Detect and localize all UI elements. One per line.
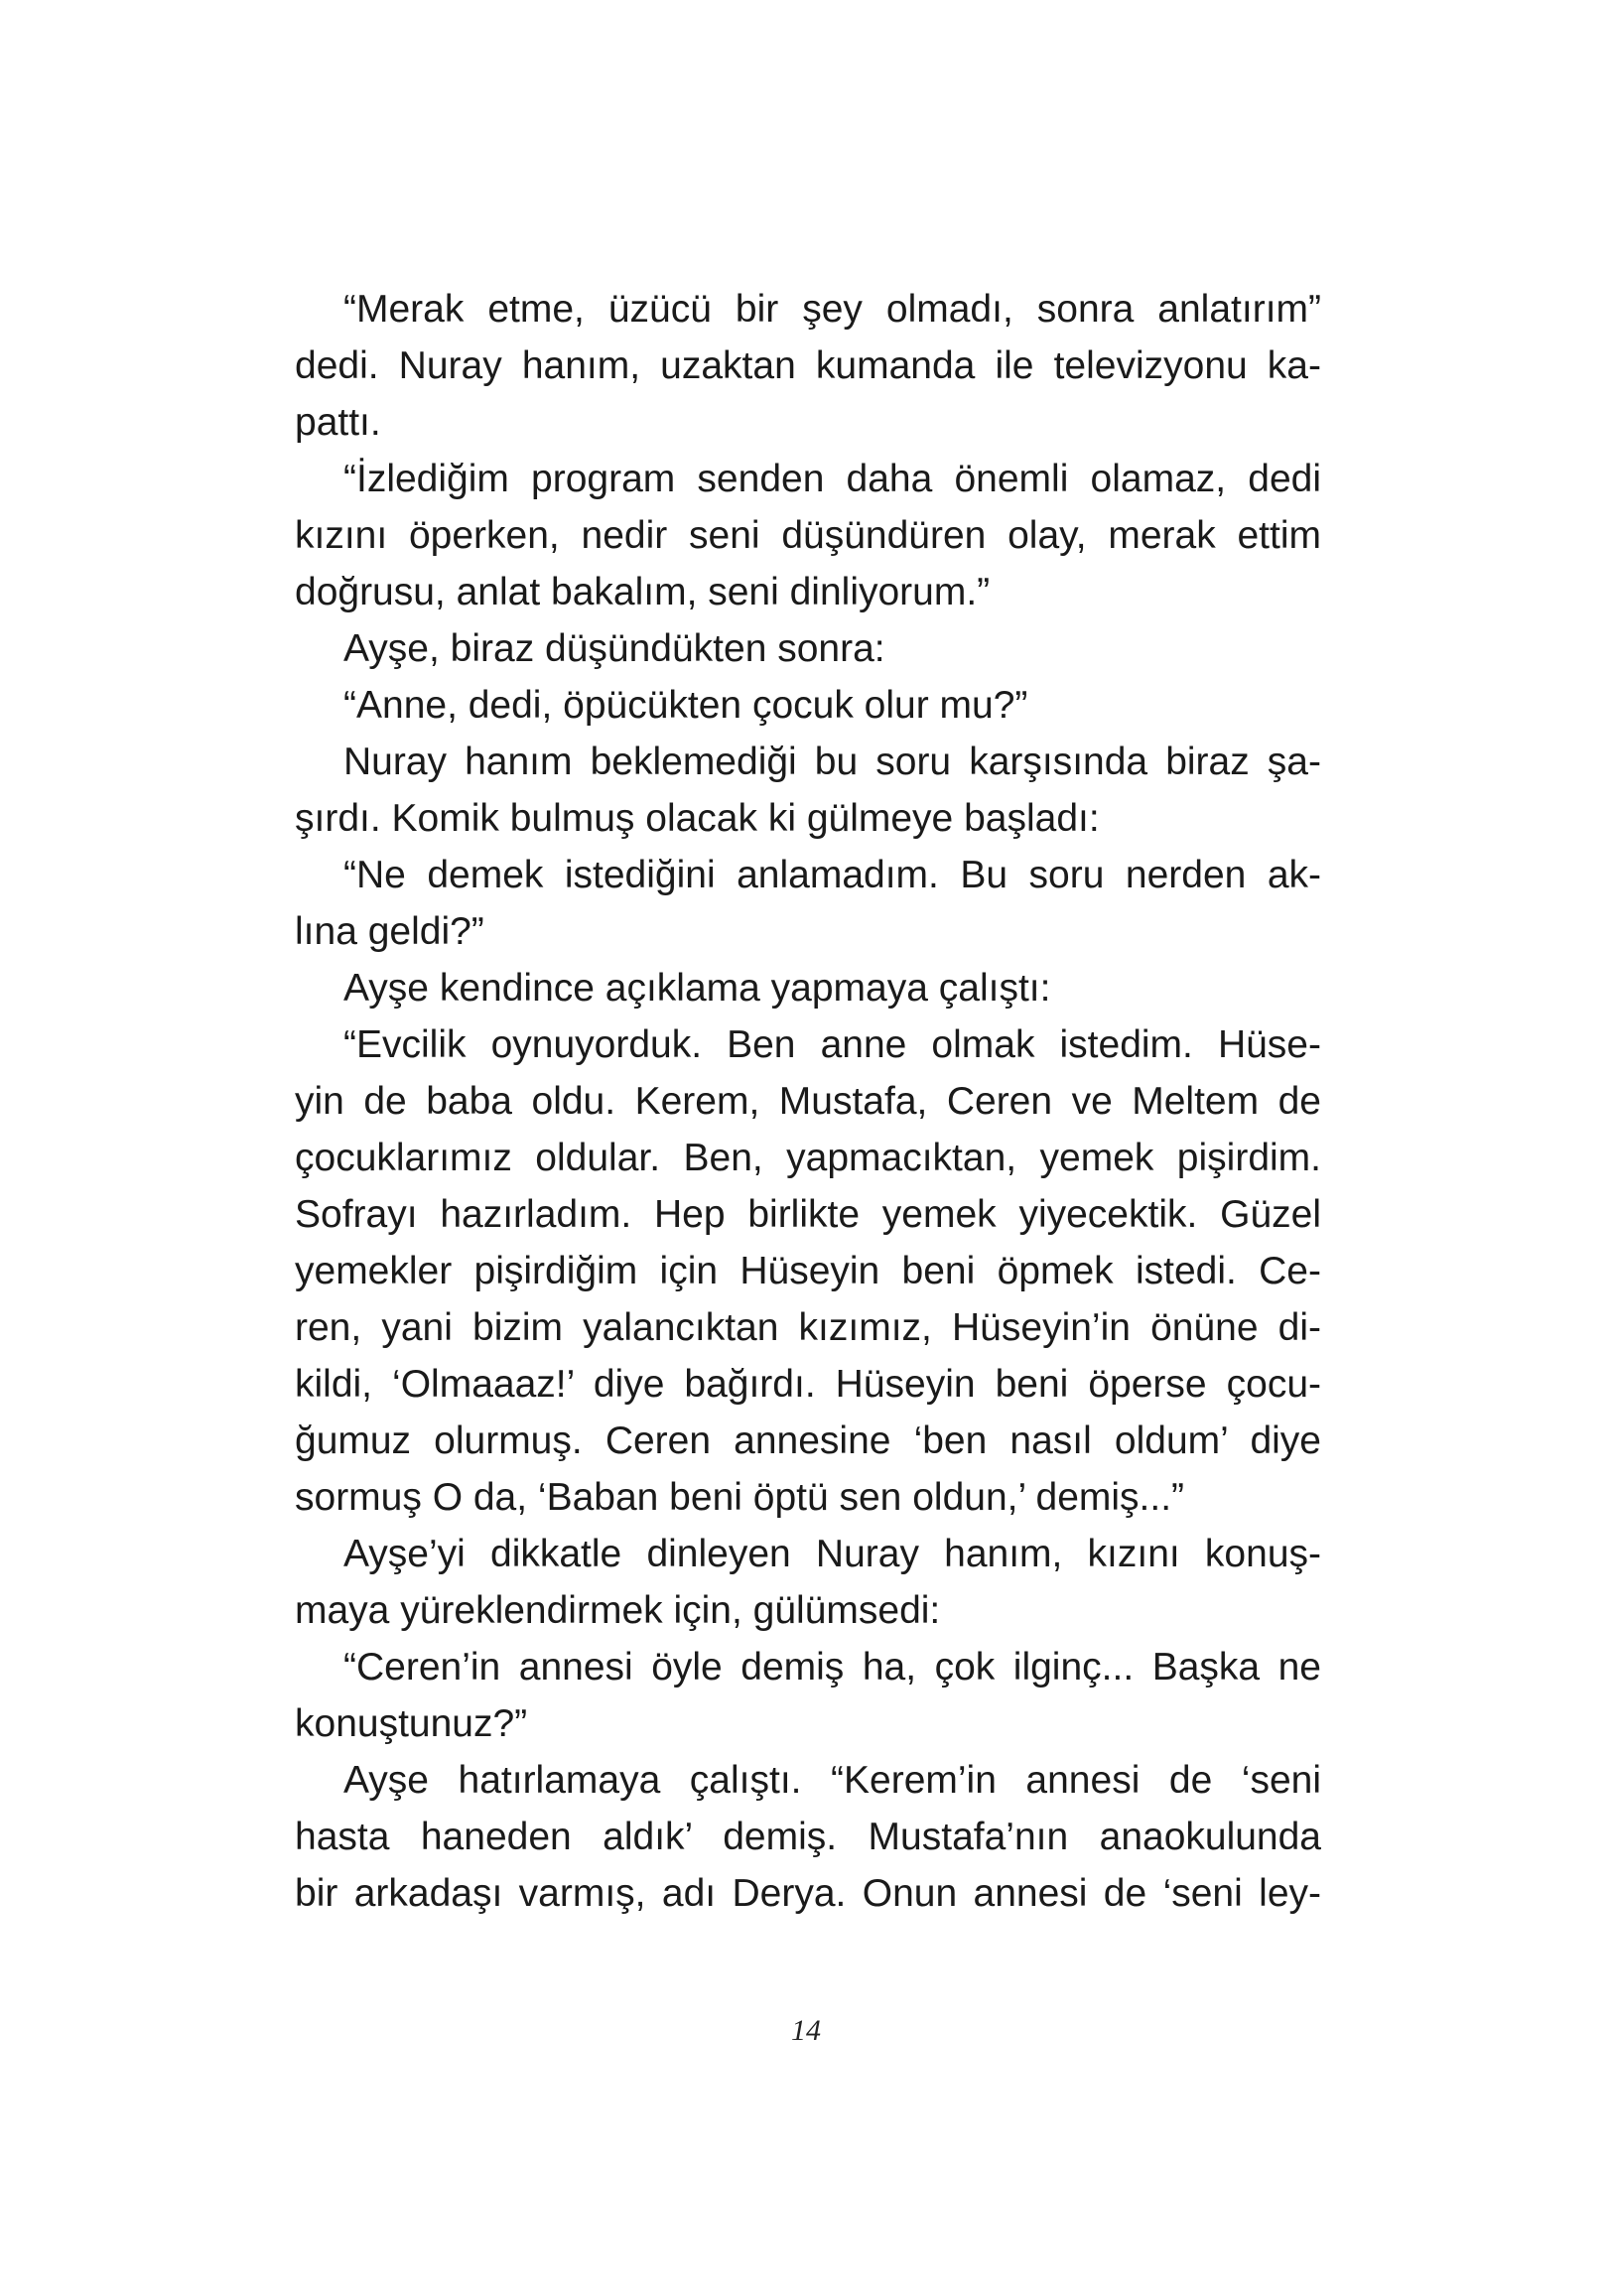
page-number: 14 — [791, 2014, 821, 2047]
text-line: çocuklarımız oldular. Ben, yapmacıktan, yemek pişirdim. — [295, 1137, 1321, 1179]
text-line: konuştunuz?” — [295, 1702, 528, 1745]
text-line: “Ne demek istediğini anlamadım. Bu soru nerden ak- — [343, 854, 1321, 896]
text-line: kızını öperken, nedir seni düşündüren olay, merak ettim — [295, 514, 1321, 557]
text-line: Ayşe, biraz düşündükten sonra: — [343, 627, 885, 670]
text-line: “Merak etme, üzücü bir şey olmadı, sonra anlatırım” — [343, 288, 1321, 331]
text-line: Nuray hanım beklemediği bu soru karşısında biraz şa- — [343, 741, 1321, 783]
text-line: Sofrayı hazırladım. Hep birlikte yemek yiyecektik. Güzel — [295, 1193, 1321, 1236]
text-line: yemekler pişirdiğim için Hüseyin beni öpmek istedi. Ce- — [295, 1250, 1321, 1292]
text-line: ğumuz olurmuş. Ceren annesine ‘ben nasıl oldum’ diye — [295, 1419, 1321, 1462]
text-line: sormuş O da, ‘Baban beni öptü sen oldun,’ demiş...” — [295, 1476, 1185, 1519]
text-line: maya yüreklendirmek için, gülümsedi: — [295, 1589, 941, 1632]
text-line: hasta haneden aldık’ demiş. Mustafa’nın anaokulunda — [295, 1816, 1321, 1858]
text-line: doğrusu, anlat bakalım, seni dinliyorum.” — [295, 571, 991, 613]
text-line: dedi. Nuray hanım, uzaktan kumanda ile televizyonu ka- — [295, 344, 1321, 387]
text-line: şırdı. Komik bulmuş olacak ki gülmeye başladı: — [295, 797, 1100, 840]
text-line: pattı. — [295, 401, 381, 444]
body-text — [295, 281, 1321, 1922]
text-line: lına geldi?” — [295, 910, 484, 953]
text-line: yin de baba oldu. Kerem, Mustafa, Ceren ve Meltem de — [295, 1080, 1321, 1123]
text-line: kildi, ‘Olmaaaz!’ diye bağırdı. Hüseyin beni öperse çocu- — [295, 1363, 1321, 1406]
text-line: “İzlediğim program senden daha önemli olamaz, dedi — [343, 458, 1321, 500]
text-line: “Ceren’in annesi öyle demiş ha, çok ilginç... Başka ne — [343, 1646, 1321, 1688]
text-line: Ayşe hatırlamaya çalıştı. “Kerem’in annesi de ‘seni — [343, 1759, 1321, 1802]
text-line: “Evcilik oynuyorduk. Ben anne olmak istedim. Hüse- — [343, 1023, 1321, 1066]
text-line: Ayşe kendince açıklama yapmaya çalıştı: — [343, 967, 1051, 1010]
text-line: Ayşe’yi dikkatle dinleyen Nuray hanım, kızını konuş- — [343, 1533, 1321, 1575]
text-line: ren, yani bizim yalancıktan kızımız, Hüseyin’in önüne di- — [295, 1306, 1321, 1349]
text-line: “Anne, dedi, öpücükten çocuk olur mu?” — [343, 684, 1028, 727]
text-line: bir arkadaşı varmış, adı Derya. Onun annesi de ‘seni ley- — [295, 1872, 1321, 1915]
